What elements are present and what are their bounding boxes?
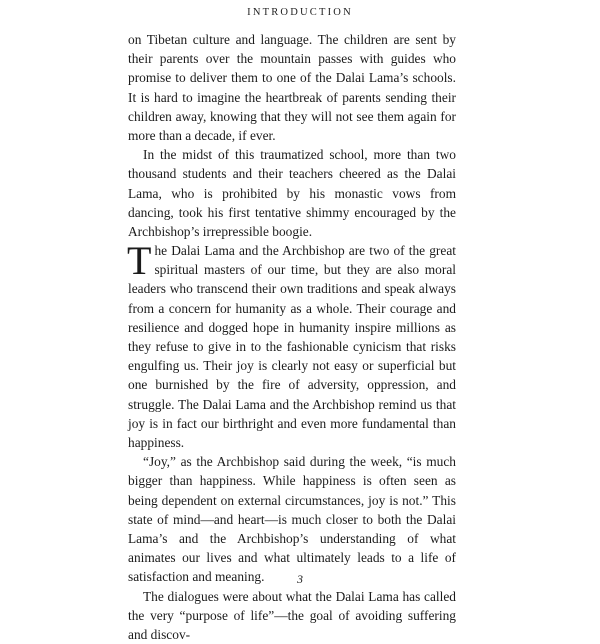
dropcap-paragraph: [127, 238, 456, 452]
paragraph: In the midst of this traumatized school, more than two thousand students and their teachers cheered as the Dalai Lama, who is prohibited by his monastic vows from dancing, took his first tentative shimmy encouraged by the Archbishop’s irrepressible boogie.: [128, 147, 456, 240]
page-number: 3: [297, 572, 303, 586]
running-head: INTRODUCTION: [247, 7, 353, 18]
paragraph: The dialogues were about what the Dalai Lama has called the very “purpose of life”—the goal of avoiding suffering and discov-: [128, 588, 456, 643]
paragraph: “Joy,” as the Archbishop said during the week, “is much bigger than happiness. While happiness is often seen as being dependent on external circumstances, joy is not.” This state of mind—and heart—is much closer to both the Dalai Lama’s and the Archbishop’s understanding of what animates our lives and what ultimately leads to a life of satisfaction and meaning.: [128, 454, 456, 585]
text-section-1: [128, 30, 456, 241]
dropcap-paragraph-text: he Dalai Lama and the Archbishop are two of the great spiritual masters of our time, but they are also moral leaders who transcend their own traditions and speak always from a concern for humanity as a whole. Their courage and resilience and dogged hope in humanity inspire millions as they refuse to give in to the fashionable cynicism that risks engulfing us. Their joy is clearly not easy or superficial but one burnished by the fire of adversity, oppression, and struggle. The Dalai Lama and the Archbishop remind us that joy is in fact our birthright and even more fundamental than happiness.: [128, 243, 456, 451]
paragraph-continued: on Tibetan culture and language. The children are sent by their parents over the mountain passes with guides who promise to deliver them to one of the Dalai Lama’s schools. It is hard to imagine the heartbreak of parents sending their children away, knowing that they will not see them again for more than a decade, if ever.: [128, 32, 456, 144]
drop-cap: T: [127, 238, 152, 283]
